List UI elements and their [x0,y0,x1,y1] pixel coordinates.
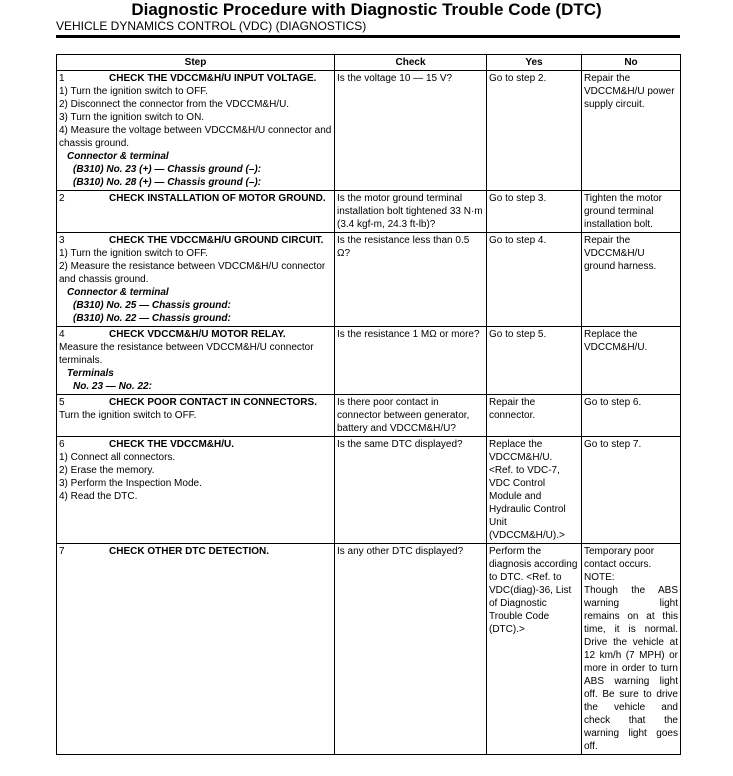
table-row [57,233,681,327]
diagnostic-table [56,54,681,755]
step-cell [57,437,335,544]
step-cell [57,544,335,755]
note-text: Though the ABS warning light remains on at this time, it is normal. Drive the vehicle at 12 km/h (7 MPH) or more in order to turn ABS warning light off. Be sure to drive the vehicle and check that the warning light goes off. [584,585,678,752]
connector-terminal-item: (B310) No. 28 (+) — Chassis ground (–): [73,177,262,188]
step-number: 3 [59,235,65,246]
step-title: CHECK OTHER DTC DETECTION. [109,546,269,557]
connector-terminal-heading: Connector & terminal [67,287,169,298]
step-instruction: 3) Turn the ignition switch to ON. [59,112,205,123]
no-cell: Repair the VDCCM&H/U ground harness. [582,233,681,327]
column-header-step: Step [57,55,335,71]
step-instruction: 1) Turn the ignition switch to OFF. [59,86,208,97]
yes-cell: Go to step 3. [487,191,582,233]
step-title: CHECK POOR CONTACT IN CONNECTORS. [109,397,317,408]
step-number: 5 [59,397,65,408]
yes-cell: Perform the diagnosis according to DTC. <Ref. to VDC(diag)-36, List of Diagnostic Trouble Code (DTC).> [487,544,582,755]
no-cell: Replace the VDCCM&H/U. [582,327,681,395]
step-instruction: 2) Disconnect the connector from the VDCCM&H/U. [59,99,290,110]
column-header-check: Check [335,55,487,71]
check-cell: Is the voltage 10 — 15 V? [335,71,487,191]
check-cell: Is there poor contact in connector between generator, battery and VDCCM&H/U? [335,395,487,437]
note-label: NOTE: [584,572,615,583]
no-cell: Tighten the motor ground terminal installation bolt. [582,191,681,233]
step-cell [57,191,335,233]
column-header-yes: Yes [487,55,582,71]
table-row [57,191,681,233]
step-instruction: 4) Read the DTC. [59,491,138,502]
step-number: 6 [59,439,65,450]
step-instruction: 4) Measure the voltage between VDCCM&H/U connector and chassis ground. [59,125,332,149]
step-cell [57,327,335,395]
section-title: VEHICLE DYNAMICS CONTROL (VDC) (DIAGNOSTICS) [56,19,367,33]
yes-cell: Go to step 4. [487,233,582,327]
table-row [57,71,681,191]
check-cell: Is the same DTC displayed? [335,437,487,544]
table-row [57,544,681,755]
step-instruction: 1) Turn the ignition switch to OFF. [59,248,208,259]
column-header-no: No [582,55,681,71]
check-cell: Is any other DTC displayed? [335,544,487,755]
step-instruction: 2) Measure the resistance between VDCCM&H/U connector and chassis ground. [59,261,326,285]
step-cell [57,71,335,191]
check-cell: Is the resistance 1 MΩ or more? [335,327,487,395]
no-result: Temporary poor contact occurs. [584,546,655,570]
step-number: 2 [59,193,65,204]
step-instruction: 1) Connect all connectors. [59,452,176,463]
step-title: CHECK VDCCM&H/U MOTOR RELAY. [109,329,286,340]
connector-terminal-item: (B310) No. 23 (+) — Chassis ground (–): [73,164,262,175]
header-rule [56,35,680,38]
no-cell [582,544,681,755]
step-title: CHECK THE VDCCM&H/U. [109,439,234,450]
connector-terminal-item: (B310) No. 25 — Chassis ground: [73,300,231,311]
terminal-item: No. 23 — No. 22: [73,381,152,392]
yes-cell: Replace the VDCCM&H/U. <Ref. to VDC-7, VDC Control Module and Hydraulic Control Unit (VDCCM&H/U).> [487,437,582,544]
step-title: CHECK INSTALLATION OF MOTOR GROUND. [109,193,326,204]
step-instruction: Turn the ignition switch to OFF. [59,410,197,421]
table-row [57,395,681,437]
step-number: 1 [59,73,65,84]
step-instruction: 2) Erase the memory. [59,465,155,476]
no-cell: Go to step 7. [582,437,681,544]
page-title: Diagnostic Procedure with Diagnostic Trouble Code (DTC) [131,0,602,19]
yes-cell: Go to step 5. [487,327,582,395]
yes-cell: Go to step 2. [487,71,582,191]
check-cell: Is the motor ground terminal installation bolt tightened 33 N·m (3.4 kgf-m, 24.3 ft-lb)? [335,191,487,233]
no-cell: Go to step 6. [582,395,681,437]
connector-terminal-heading: Connector & terminal [67,151,169,162]
step-cell [57,233,335,327]
no-cell: Repair the VDCCM&H/U power supply circuit. [582,71,681,191]
step-cell [57,395,335,437]
connector-terminal-item: (B310) No. 22 — Chassis ground: [73,313,231,324]
yes-cell: Repair the connector. [487,395,582,437]
step-instruction: 3) Perform the Inspection Mode. [59,478,202,489]
step-title: CHECK THE VDCCM&H/U INPUT VOLTAGE. [109,73,317,84]
terminals-heading: Terminals [67,368,114,379]
step-instruction: Measure the resistance between VDCCM&H/U connector terminals. [59,342,314,366]
step-number: 7 [59,546,65,557]
table-row [57,327,681,395]
step-number: 4 [59,329,65,340]
step-title: CHECK THE VDCCM&H/U GROUND CIRCUIT. [109,235,324,246]
check-cell: Is the resistance less than 0.5 Ω? [335,233,487,327]
table-header-row [57,55,681,71]
table-row [57,437,681,544]
